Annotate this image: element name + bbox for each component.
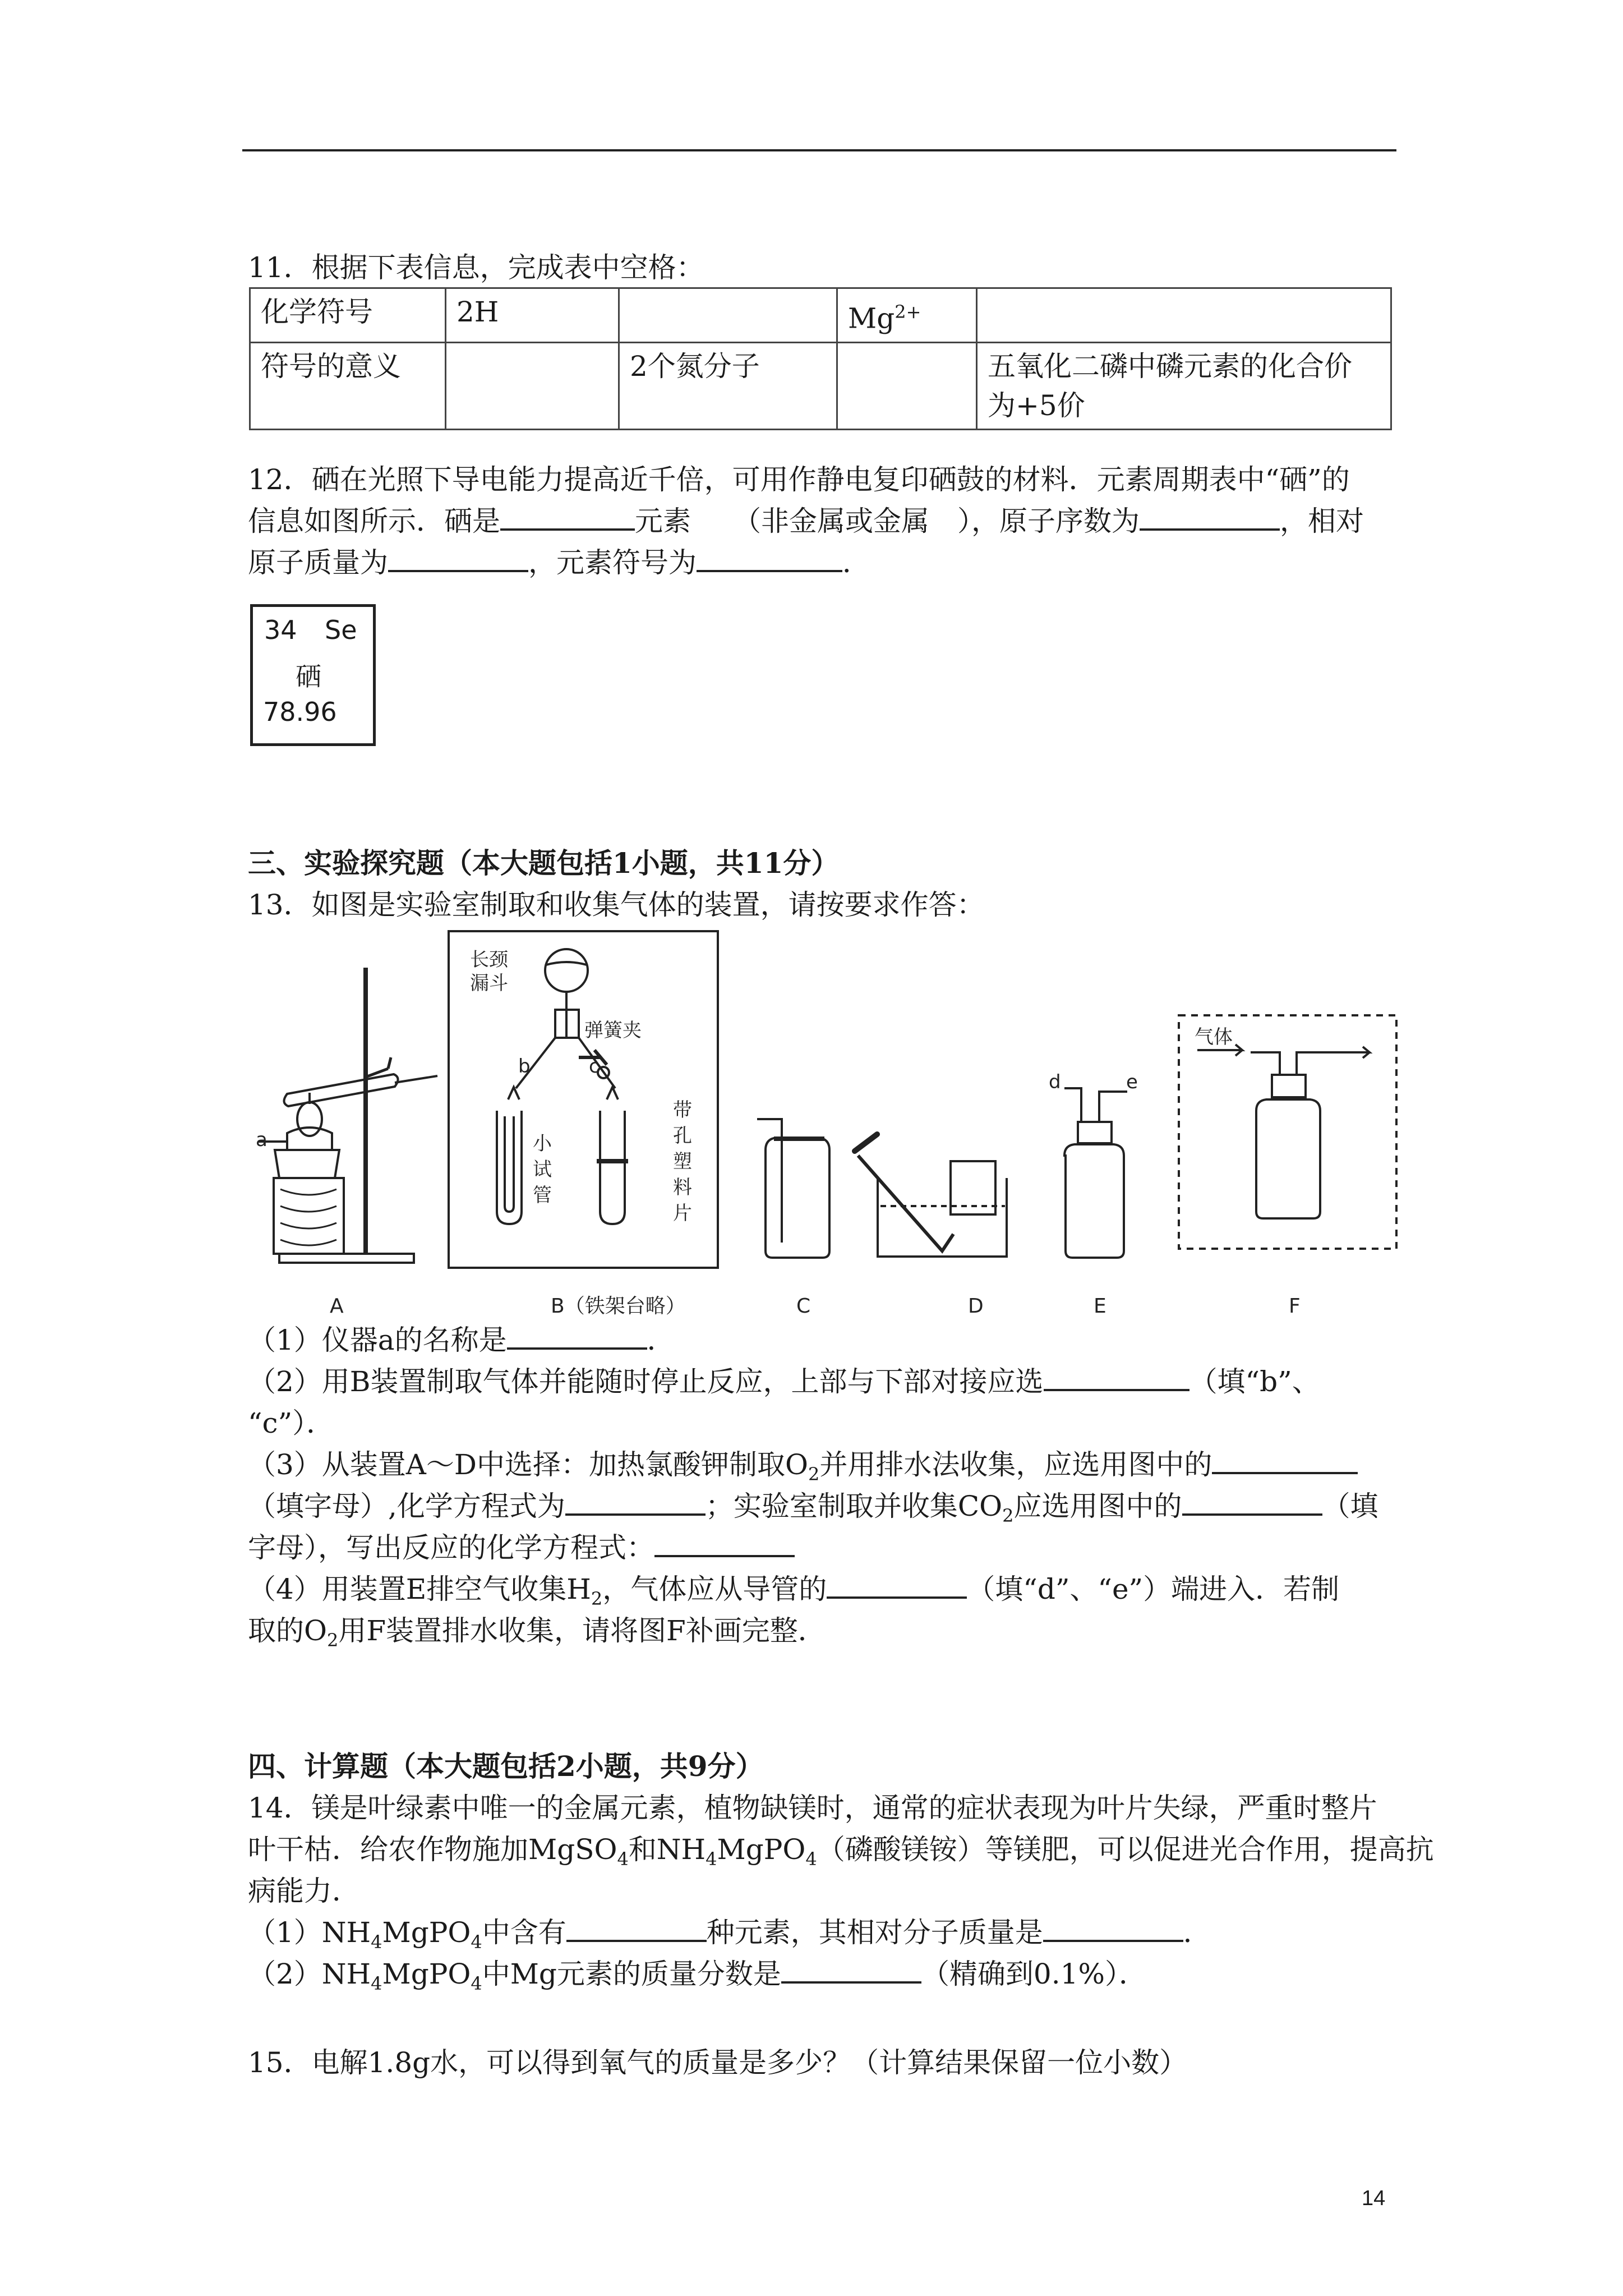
answer-blank[interactable] <box>697 542 842 572</box>
label-c: c <box>589 1055 600 1078</box>
atomic-number: 34 <box>264 615 297 645</box>
text: MgPO <box>382 1958 471 1990</box>
text: ，元素符号为 <box>528 546 697 579</box>
text: ，气体应从导管的 <box>602 1573 827 1605</box>
mg-symbol: Mg <box>848 302 895 335</box>
q13-part3-cont2 <box>248 1527 795 1568</box>
q14-line3: 病能力． <box>248 1875 360 1907</box>
text: ；实验室制取并收集CO <box>705 1490 1003 1522</box>
caption-f: F <box>1289 1295 1301 1318</box>
label-plate-3: 塑 <box>673 1151 692 1173</box>
page-number: 14 <box>1362 2187 1386 2210</box>
q11-table <box>249 287 1392 430</box>
apparatus-b <box>497 949 628 1224</box>
q13-part1 <box>248 1319 675 1361</box>
text: （填“b”、 <box>1189 1365 1320 1398</box>
text: ． <box>842 546 870 579</box>
q13-stem: 13．如图是实验室制取和收集气体的装置，请按要求作答： <box>248 889 985 921</box>
caption-e: E <box>1094 1295 1106 1318</box>
text: ． <box>647 1324 675 1356</box>
label-d: d <box>1049 1071 1061 1093</box>
q12-line3 <box>248 542 870 583</box>
text: 种元素，其相对分子质量是 <box>706 1916 1043 1949</box>
text: 取的O <box>248 1614 327 1647</box>
text: MgPO <box>717 1833 806 1866</box>
element-name: 硒 <box>296 661 321 692</box>
text: （磷酸镁铵）等镁肥，可以促进光合作用，提高抗 <box>817 1833 1434 1866</box>
apparatus-e <box>1064 1088 1127 1258</box>
table-cell[interactable] <box>446 342 619 429</box>
subscript: 4 <box>706 1848 717 1870</box>
q13-part4-cont <box>248 1610 826 1661</box>
q13-part2 <box>248 1361 1320 1402</box>
subscript: 4 <box>371 1973 382 1994</box>
apparatus-figure <box>241 926 1408 1324</box>
label-funnel-2: 漏斗 <box>470 972 508 995</box>
cell-line: 为+5价 <box>988 389 1085 422</box>
text: 中含有 <box>482 1916 566 1949</box>
text: 和NH <box>628 1833 706 1866</box>
text: （3）从装置A～D中选择：加热氯酸钾制取O <box>248 1448 808 1481</box>
table-cell <box>837 288 977 343</box>
table-cell[interactable] <box>977 288 1391 343</box>
q11-stem: 11．根据下表信息，完成表中空格： <box>248 251 704 284</box>
subscript: 2 <box>808 1464 820 1485</box>
answer-blank[interactable] <box>827 1568 967 1599</box>
cell-line: 五氧化二磷中磷元素的化合价 <box>988 349 1352 383</box>
table-row <box>250 342 1391 429</box>
apparatus-a <box>258 968 437 1263</box>
answer-blank[interactable] <box>1212 1444 1358 1474</box>
q12-line2 <box>248 500 1364 542</box>
q15-stem: 15．电解1.8g水，可以得到氧气的质量是多少？（计算结果保留一位小数） <box>248 2046 1188 2079</box>
subscript: 4 <box>805 1848 817 1870</box>
label-funnel-1: 长颈 <box>470 949 508 971</box>
answer-blank[interactable] <box>781 1953 921 1984</box>
text: （精确到0.1%）． <box>921 1958 1147 1990</box>
table-cell: 化学符号 <box>250 288 446 343</box>
answer-blank[interactable] <box>1182 1485 1322 1516</box>
text: 信息如图所示．硒是 <box>248 505 500 537</box>
label-a: a <box>256 1129 268 1151</box>
text: 原子质量为 <box>248 546 388 579</box>
subscript: 4 <box>471 1931 482 1953</box>
answer-blank[interactable] <box>565 1485 706 1516</box>
q14-line1: 14．镁是叶绿素中唯一的金属元素，植物缺镁时，通常的症状表现为叶片失绿，严重时整片 <box>248 1792 1377 1824</box>
caption-a: A <box>330 1295 344 1318</box>
answer-blank[interactable] <box>654 1527 795 1557</box>
text: 中Mg元素的质量分数是 <box>482 1958 781 1990</box>
element-card-selenium <box>250 604 376 746</box>
text: 叶干枯．给农作物施加MgSO <box>248 1833 617 1866</box>
caption-d: D <box>968 1295 984 1318</box>
label-tube-3: 管 <box>533 1184 552 1207</box>
label-plate-4: 料 <box>673 1176 692 1199</box>
text: （1）NH <box>248 1916 371 1949</box>
label-clamp: 弹簧夹 <box>584 1019 642 1042</box>
label-tube-1: 小 <box>533 1133 552 1155</box>
table-cell: 符号的意义 <box>250 342 446 429</box>
answer-blank[interactable] <box>388 542 528 572</box>
label-b: b <box>518 1055 531 1078</box>
answer-blank[interactable] <box>507 1319 647 1350</box>
text: （1）仪器a的名称是 <box>248 1324 507 1356</box>
text: 并用排水法收集，应选用图中的 <box>819 1448 1212 1481</box>
q13-part2-cont: “c”）． <box>248 1407 335 1439</box>
text: MgPO <box>382 1916 471 1949</box>
apparatus-f <box>1197 1045 1370 1218</box>
table-cell: 2H <box>446 288 619 343</box>
caption-b: B（铁架台略） <box>551 1295 686 1318</box>
q14-part2 <box>248 1953 1147 2004</box>
caption-c: C <box>796 1295 811 1318</box>
subscript: 2 <box>591 1588 603 1609</box>
label-plate-5: 片 <box>673 1202 692 1225</box>
subscript: 4 <box>371 1931 382 1953</box>
table-cell: 2个氮分子 <box>619 342 837 429</box>
answer-blank[interactable] <box>1044 1361 1189 1391</box>
text: （填字母）,化学方程式为 <box>248 1490 565 1522</box>
atomic-mass: 78.96 <box>263 697 337 727</box>
text: （填 <box>1322 1490 1378 1522</box>
q12-line1: 12．硒在光照下导电能力提高近千倍，可用作静电复印硒鼓的材料．元素周期表中“硒”的 <box>248 463 1350 496</box>
table-cell[interactable] <box>619 288 837 343</box>
section4-heading: 四、计算题（本大题包括2小题，共9分） <box>248 1750 764 1783</box>
answer-blank[interactable] <box>1043 1912 1183 1942</box>
text: （2）用B装置制取气体并能随时停止反应，上部与下部对接应选 <box>248 1365 1044 1398</box>
q14-line2 <box>248 1829 1434 1880</box>
text: （2）NH <box>248 1958 371 1990</box>
label-plate-2: 孔 <box>673 1125 692 1147</box>
text: ，相对 <box>1280 505 1364 537</box>
table-cell[interactable] <box>837 342 977 429</box>
subscript: 4 <box>617 1848 629 1870</box>
text: （填“d”、“e”）端进入．若制 <box>967 1573 1340 1605</box>
text: 字母），写出反应的化学方程式： <box>248 1531 654 1564</box>
text: 用F装置排水收集，请将图F补画完整． <box>338 1614 826 1647</box>
answer-blank[interactable] <box>1140 500 1280 531</box>
label-e: e <box>1126 1071 1138 1093</box>
answer-blank[interactable] <box>566 1912 707 1942</box>
table-row <box>250 288 1391 343</box>
table-cell <box>977 342 1391 429</box>
text: 应选用图中的 <box>1013 1490 1182 1522</box>
subscript: 2 <box>1002 1505 1014 1526</box>
header-rule <box>242 149 1396 151</box>
subscript: 4 <box>471 1973 482 1994</box>
label-tube-2: 试 <box>533 1158 552 1181</box>
label-gas: 气体 <box>1195 1026 1233 1048</box>
section3-heading: 三、实验探究题（本大题包括1小题，共11分） <box>248 846 840 880</box>
element-symbol: Se <box>325 615 357 645</box>
answer-blank[interactable] <box>500 500 635 531</box>
label-plate-1: 带 <box>673 1099 692 1121</box>
text: （4）用装置E排空气收集H <box>248 1573 591 1605</box>
apparatus-c <box>757 1119 829 1258</box>
mg-charge: 2+ <box>895 301 921 323</box>
text: 元素 （非金属或金属 ），原子序数为 <box>635 505 1140 537</box>
text: ． <box>1183 1916 1211 1949</box>
subscript: 2 <box>327 1630 339 1651</box>
apparatus-d <box>855 1134 1007 1257</box>
